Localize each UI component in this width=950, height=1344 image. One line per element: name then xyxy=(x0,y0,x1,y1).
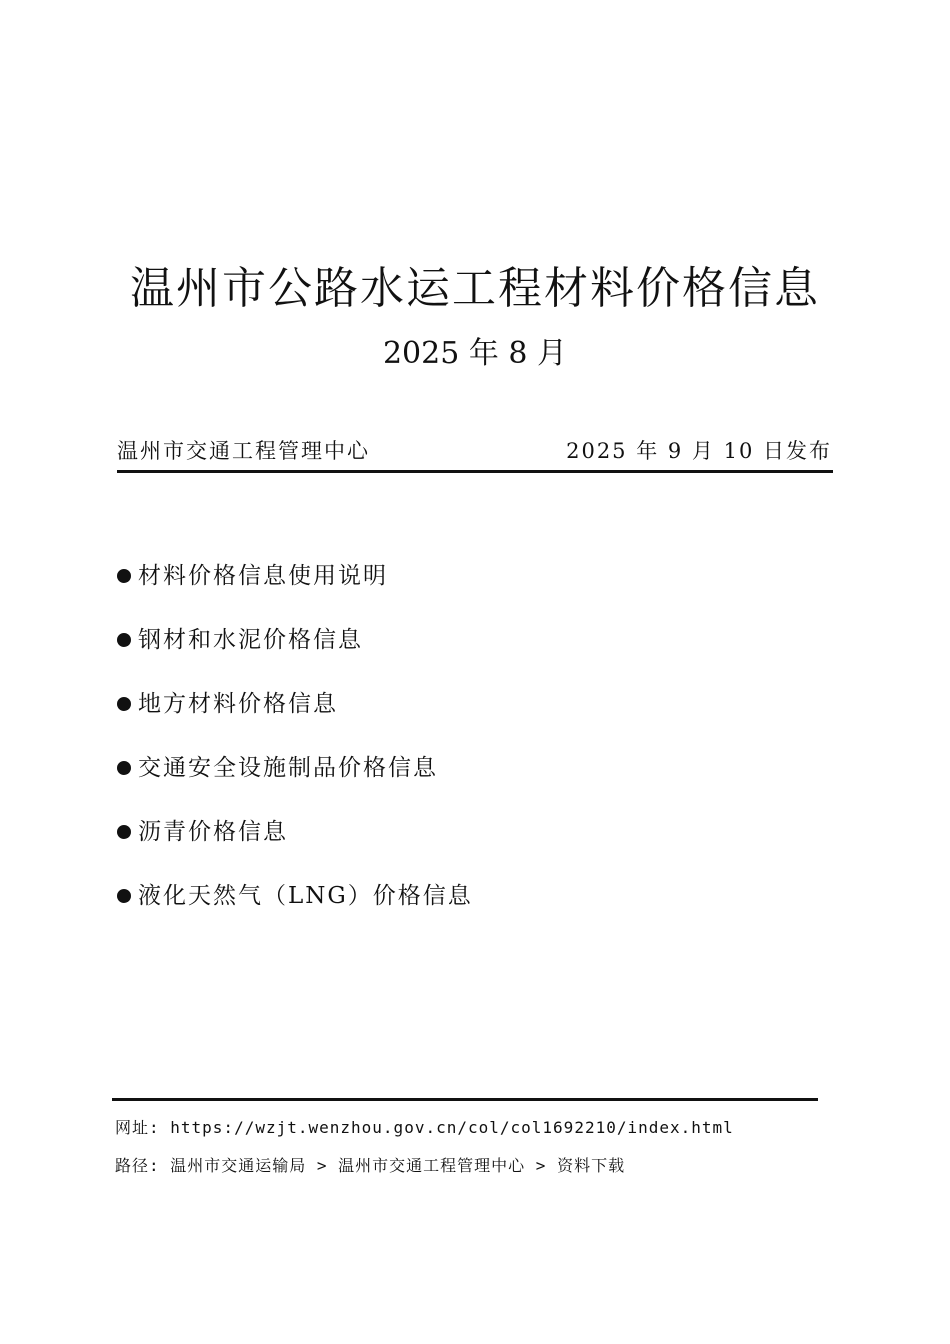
footer-path: 路径: 温州市交通运输局 > 温州市交通工程管理中心 > 资料下载 xyxy=(115,1156,626,1175)
toc-item-label: 沥青价格信息 xyxy=(138,819,288,845)
footer-url: 网址: https://wzjt.wenzhou.gov.cn/col/col1692210/index.html xyxy=(115,1118,734,1137)
document-title: 温州市公路水运工程材料价格信息 xyxy=(130,263,820,314)
toc-item-label: 材料价格信息使用说明 xyxy=(138,563,388,589)
toc-item-label: 钢材和水泥价格信息 xyxy=(138,627,363,653)
toc-item-label: 交通安全设施制品价格信息 xyxy=(138,755,438,781)
table-of-contents xyxy=(117,544,473,928)
publication-info xyxy=(117,436,832,466)
bullet-icon xyxy=(117,889,131,903)
toc-item-label: 液化天然气（LNG）价格信息 xyxy=(138,883,473,909)
publish-date: 2025 年 9 月 10 日发布 xyxy=(566,439,832,463)
footer-divider xyxy=(112,1098,818,1101)
bullet-icon xyxy=(117,569,131,583)
bullet-icon xyxy=(117,825,131,839)
document-period: 2025 年 8 月 xyxy=(382,336,568,371)
toc-item xyxy=(117,608,473,672)
toc-item xyxy=(117,800,473,864)
toc-item xyxy=(117,736,473,800)
header-divider xyxy=(117,470,833,473)
toc-item xyxy=(117,672,473,736)
toc-item xyxy=(117,544,473,608)
toc-item-label: 地方材料价格信息 xyxy=(138,691,338,717)
toc-item xyxy=(117,864,473,928)
bullet-icon xyxy=(117,761,131,775)
publisher-name: 温州市交通工程管理中心 xyxy=(117,439,370,463)
bullet-icon xyxy=(117,633,131,647)
bullet-icon xyxy=(117,697,131,711)
